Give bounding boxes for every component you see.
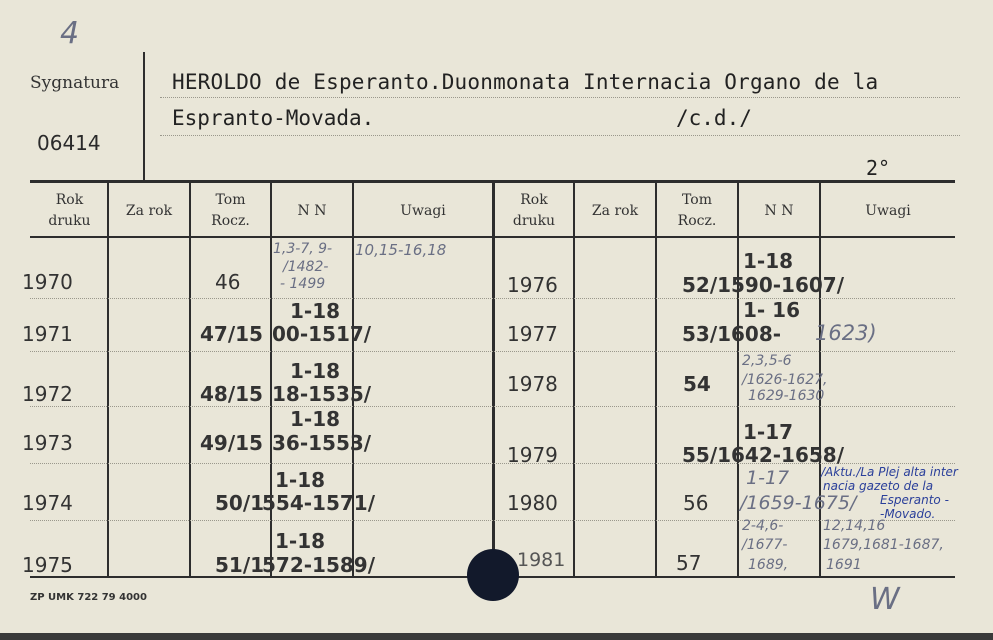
row-year: 1975 (22, 553, 73, 577)
row-nn-top: 1-18 (275, 529, 326, 553)
row-uwagi-line: nacia gazeto de la (823, 479, 934, 493)
row-nn-top: 1-18 (275, 468, 326, 492)
row-nn-bot: 1629-1630 (748, 388, 825, 404)
row-nn-bot: 608- (731, 322, 782, 346)
footer-imprint: ZP UMK 722 79 4000 (30, 592, 147, 603)
row-year: 1976 (507, 273, 558, 297)
row-uwagi-line: 1679,1681-1687, (823, 537, 944, 553)
row-uwagi-line: Esperanto - (880, 493, 949, 507)
row-year: 1972 (22, 382, 73, 406)
row-nn-bot: 590-1607/ (731, 273, 845, 297)
half-divider (492, 182, 495, 578)
row-tom: 46 (215, 270, 241, 294)
col-divider (352, 182, 354, 578)
row-nn-top: 1- 16 (743, 298, 801, 322)
header-uwagi: Uwagi (865, 203, 911, 219)
row-nn-bot: 642-1658/ (731, 443, 845, 467)
header-za-rok: Za rok (125, 203, 173, 219)
punch-hole (467, 549, 519, 601)
col-divider (737, 182, 739, 578)
header-uwagi: Uwagi (400, 203, 446, 219)
row-uwagi-line: /Aktu./La Plej alta inter (821, 465, 958, 479)
header-nn: N N (764, 203, 794, 219)
row-nn-bot: - 1499 (280, 276, 326, 292)
col-divider (189, 182, 191, 578)
row-year: 1981 (517, 549, 566, 571)
handwritten-initial: W (870, 582, 900, 617)
row-nn-top: 2,3,5-6 (742, 353, 792, 369)
row-year: 1978 (507, 372, 558, 396)
row-nn-top: 1-18 (743, 249, 794, 273)
signature-label: Sygnatura (30, 73, 120, 93)
row-tom: 48/15 (200, 382, 263, 406)
row-separator (30, 351, 955, 352)
row-uwagi-line: 1691 (826, 557, 862, 573)
row-nn-top: 1-17 (743, 420, 794, 444)
row-uwagi: 10,15-16,18 (355, 241, 447, 259)
col-divider (655, 182, 657, 578)
title-line-1: HEROLDO de Esperanto.Duonmonata Internacia Organo de la (172, 70, 879, 94)
signature-divider (143, 52, 145, 180)
row-year: 1977 (507, 322, 558, 346)
row-tom: 54 (683, 372, 711, 396)
row-uwagi-line: 12,14,16 (823, 518, 886, 534)
format-size: 2° (866, 156, 891, 180)
row-nn-top: 1-18 (290, 299, 341, 323)
row-nn-bot: 554-1571/ (262, 491, 376, 515)
row-nn-bot: 1689, (748, 557, 789, 573)
row-separator (30, 406, 955, 407)
row-uwagi-line: -Movado. (880, 507, 936, 521)
header-rok-druku: Rok druku (512, 192, 556, 229)
row-tom: 53/1 (682, 322, 732, 346)
row-nn-top: 1,3-7, 9- (273, 241, 333, 257)
signature-value: 06414 (37, 131, 101, 155)
row-year: 1970 (22, 270, 73, 294)
row-separator (30, 520, 955, 521)
title-line-2: Espranto-Movada. (172, 106, 375, 130)
col-divider (270, 182, 272, 578)
dotted-line (160, 97, 960, 98)
row-tom: 57 (676, 551, 702, 575)
row-nn-hand: 1623) (815, 321, 877, 345)
row-year: 1980 (507, 491, 558, 515)
row-nn-top: 1-18 (290, 359, 341, 383)
row-tom: 49/15 (200, 431, 263, 455)
row-nn-bot: 18-1535/ (272, 382, 372, 406)
row-nn-top: 2-4,6- (742, 518, 784, 534)
row-nn-mid: /1626-1627, (742, 372, 828, 388)
row-nn-bot: 00-1517/ (272, 322, 372, 346)
row-nn-mid: /1677- (742, 537, 788, 553)
header-tom-rocz: Tom Rocz. (677, 192, 717, 229)
header-nn: N N (297, 203, 327, 219)
row-year: 1973 (22, 431, 73, 455)
row-tom: 56 (683, 491, 709, 515)
header-za-rok: Za rok (591, 203, 639, 219)
row-separator (30, 298, 955, 299)
row-tom: 50/1 (215, 491, 265, 515)
row-nn-bot: 572-1589/ (262, 553, 376, 577)
row-year: 1979 (507, 443, 558, 467)
col-divider (573, 182, 575, 578)
row-nn-bot: /1659-1675/ (740, 492, 857, 514)
title-note: /c.d./ (676, 106, 752, 130)
row-tom: 51/1 (215, 553, 265, 577)
card-number: 4 (60, 16, 80, 51)
row-nn-mid: /1482- (283, 259, 329, 275)
row-nn-bot: 36-1553/ (272, 431, 372, 455)
row-nn-top: 1-18 (290, 407, 341, 431)
header-rok-druku: Rok druku (48, 192, 91, 229)
dotted-line (160, 135, 960, 136)
row-tom: 52/1 (682, 273, 732, 297)
row-tom: 47/15 (200, 322, 263, 346)
row-year: 1971 (22, 322, 73, 346)
row-nn-top: 1-17 (746, 467, 790, 489)
row-year: 1974 (22, 491, 73, 515)
col-divider (107, 182, 109, 578)
header-tom-rocz: Tom Rocz. (211, 192, 250, 229)
row-tom: 55/1 (682, 443, 732, 467)
